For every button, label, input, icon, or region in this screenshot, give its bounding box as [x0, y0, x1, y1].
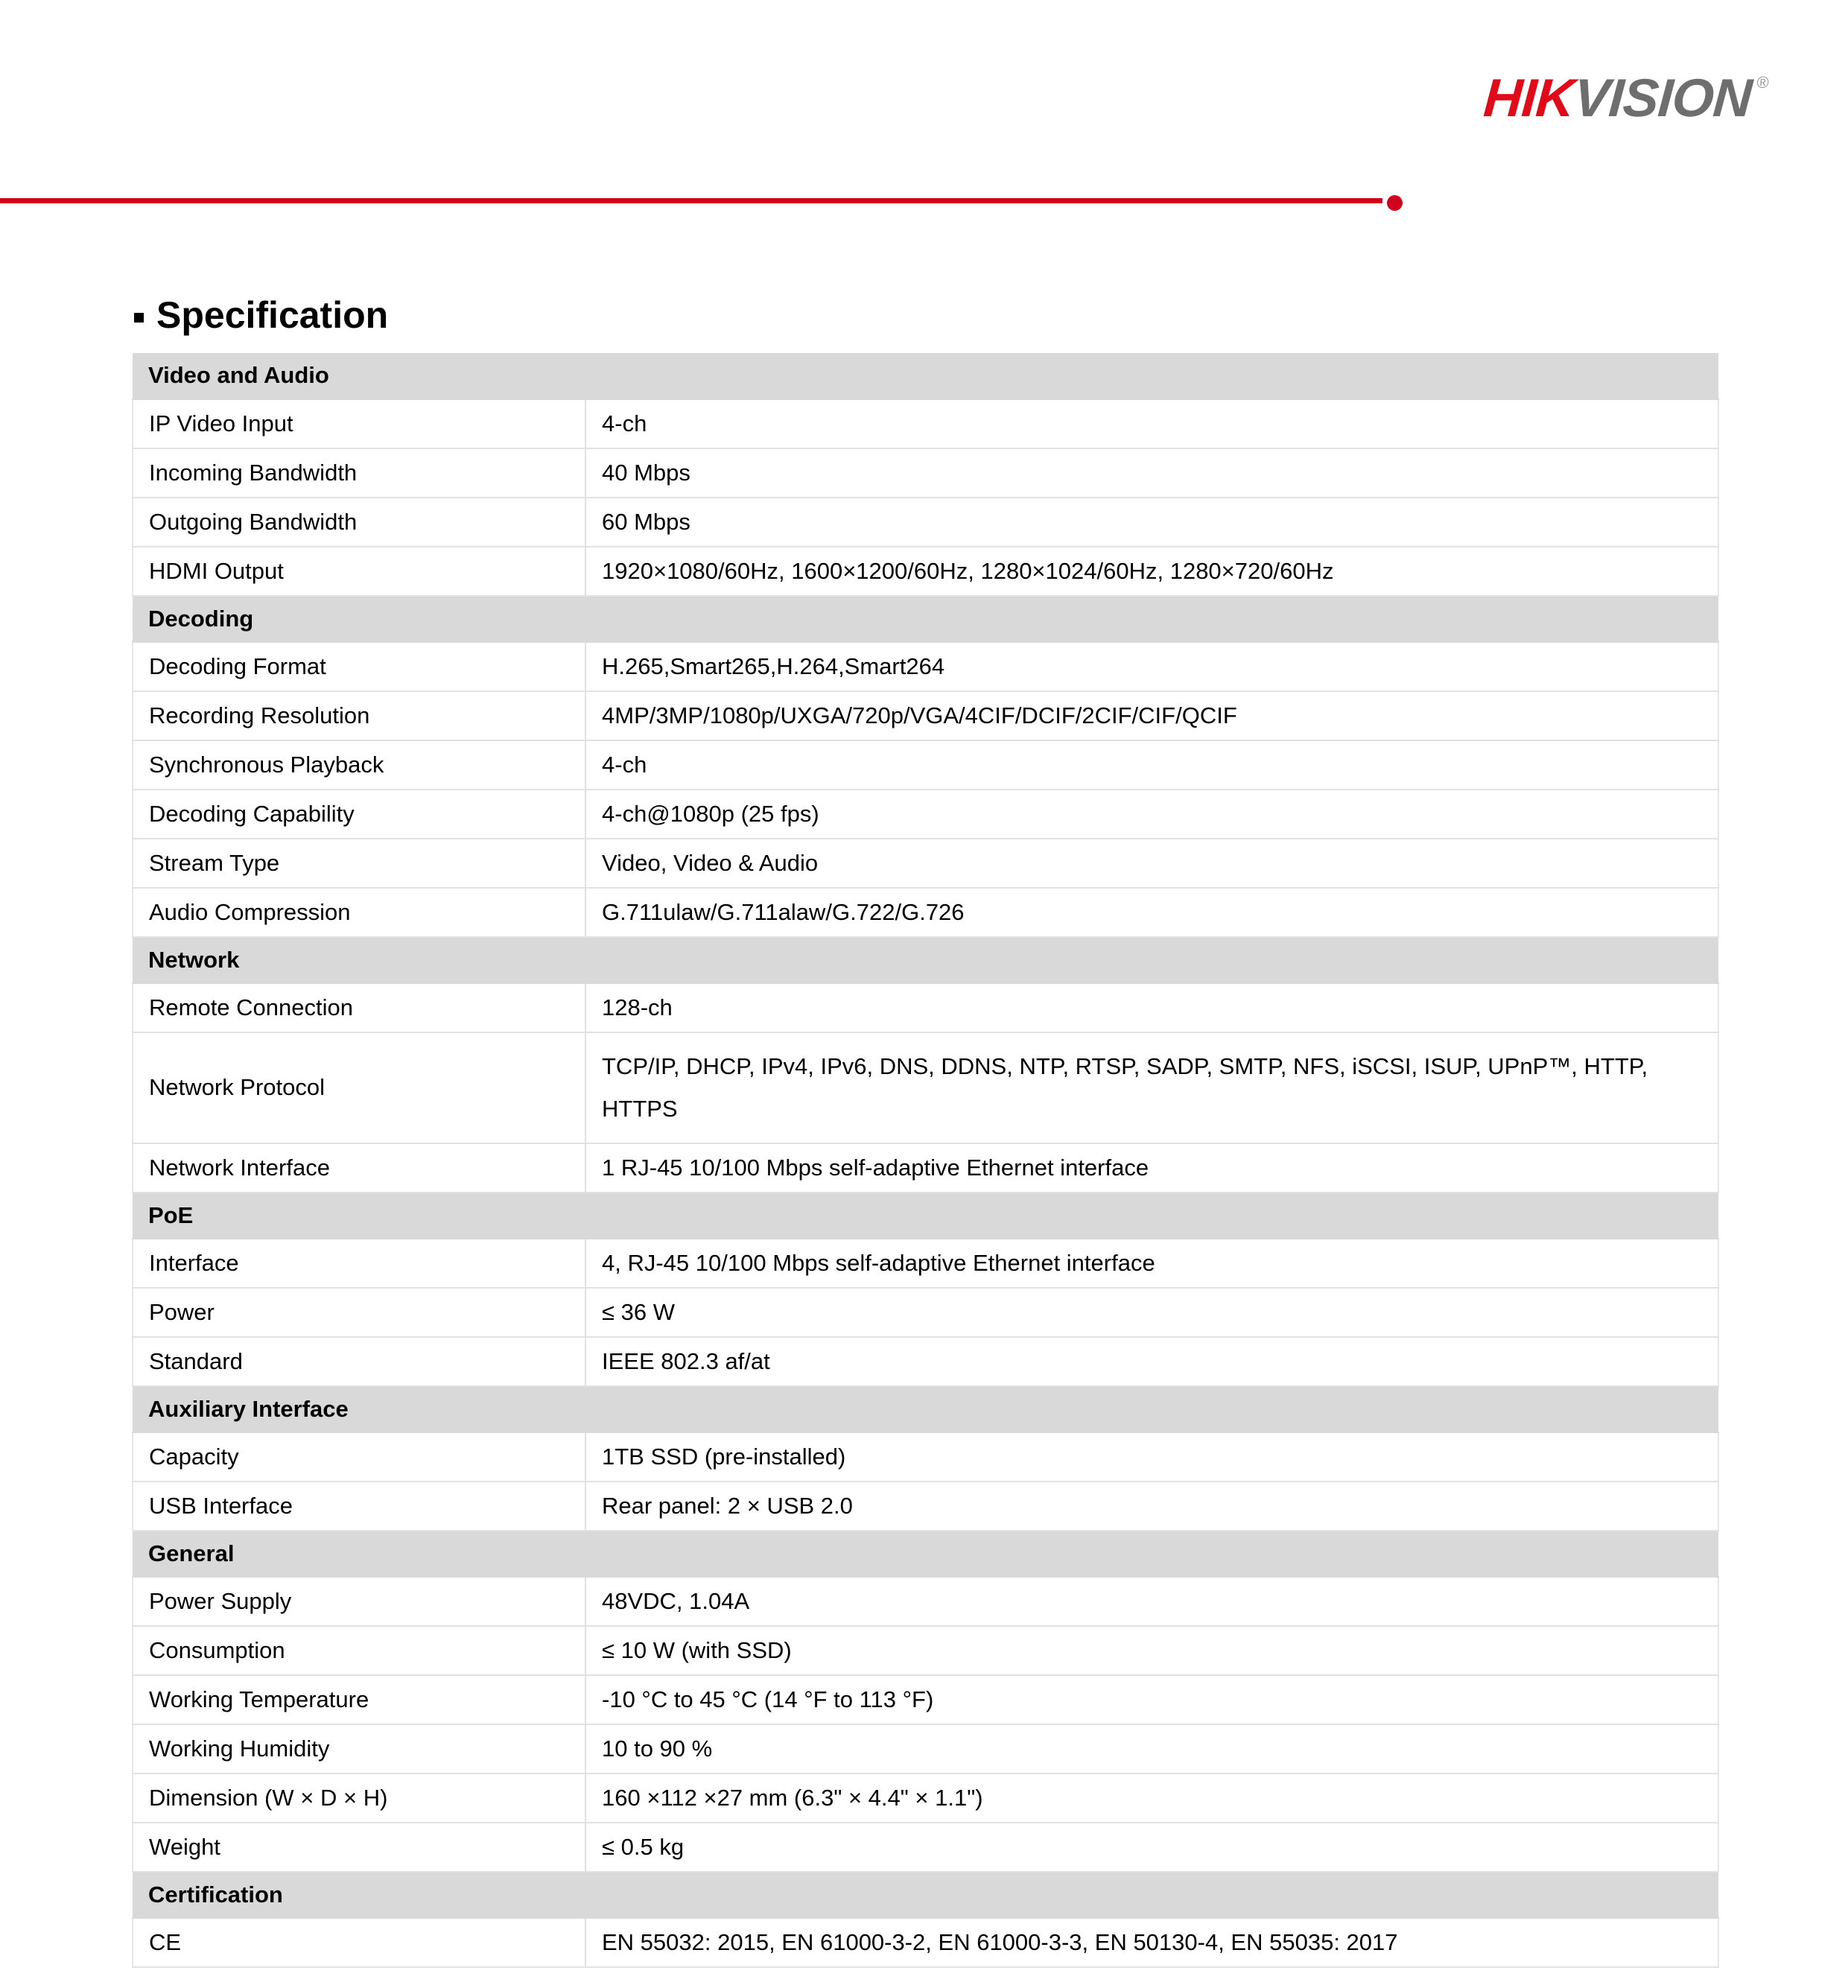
page-title-text: Specification [156, 294, 389, 336]
spec-value: 1 RJ-45 10/100 Mbps self-adaptive Ethernet interface [585, 1143, 1718, 1193]
spec-name: CE [133, 1918, 585, 1967]
table-row [133, 1432, 1718, 1482]
spec-name: Working Humidity [133, 1724, 585, 1773]
table-row [133, 1032, 1718, 1143]
spec-value: 1TB SSD (pre-installed) [585, 1432, 1718, 1482]
table-section-title: Certification [133, 1872, 1718, 1918]
table-section-header [133, 1872, 1718, 1918]
spec-value: ≤ 36 W [585, 1288, 1718, 1337]
spec-value: H.265,Smart265,H.264,Smart264 [585, 642, 1718, 691]
spec-name: Standard [133, 1337, 585, 1386]
table-row [133, 547, 1718, 596]
spec-name: Capacity [133, 1432, 585, 1482]
table-section-title: Video and Audio [133, 353, 1718, 399]
spec-name: Audio Compression [133, 888, 585, 937]
table-row [133, 1823, 1718, 1872]
table-row [133, 399, 1718, 448]
spec-name: Network Interface [133, 1143, 585, 1193]
spec-name: Network Protocol [133, 1032, 585, 1143]
spec-value: 60 Mbps [585, 498, 1718, 547]
spec-value: 48VDC, 1.04A [585, 1577, 1718, 1626]
logo-text-hik: HIK [1481, 69, 1576, 128]
spec-name: Incoming Bandwidth [133, 448, 585, 498]
spec-value: Video, Video & Audio [585, 839, 1718, 888]
spec-value: G.711ulaw/G.711alaw/G.722/G.726 [585, 888, 1718, 937]
page-title [134, 296, 388, 334]
table-row [133, 1239, 1718, 1288]
spec-value: IEEE 802.3 af/at [585, 1337, 1718, 1386]
table-section-header [133, 1193, 1718, 1239]
table-section-title: Decoding [133, 596, 1718, 642]
spec-value: 4-ch [585, 740, 1718, 790]
spec-value: 128-ch [585, 983, 1718, 1032]
spec-name: Outgoing Bandwidth [133, 498, 585, 547]
spec-value: ≤ 10 W (with SSD) [585, 1626, 1718, 1675]
hikvision-logo [1481, 69, 1770, 128]
table-row [133, 1626, 1718, 1675]
spec-name: Remote Connection [133, 983, 585, 1032]
spec-name: Decoding Capability [133, 790, 585, 839]
spec-name: Synchronous Playback [133, 740, 585, 790]
specification-table [132, 353, 1719, 1968]
table-section-title: Network [133, 937, 1718, 983]
spec-value: 4-ch [585, 399, 1718, 448]
table-row [133, 1724, 1718, 1773]
spec-value: Rear panel: 2 × USB 2.0 [585, 1482, 1718, 1531]
spec-name: IP Video Input [133, 399, 585, 448]
table-row [133, 790, 1718, 839]
table-section-title: General [133, 1531, 1718, 1577]
spec-name: Interface [133, 1239, 585, 1288]
table-row [133, 839, 1718, 888]
table-row [133, 1288, 1718, 1337]
table-row [133, 1482, 1718, 1531]
logo-text-vision: VISION [1571, 69, 1753, 128]
spec-value: TCP/IP, DHCP, IPv4, IPv6, DNS, DDNS, NTP, RTSP, SADP, SMTP, NFS, iSCSI, ISUP, UPnP™, HTTP, HTTPS [585, 1032, 1718, 1143]
spec-value: 4MP/3MP/1080p/UXGA/720p/VGA/4CIF/DCIF/2CIF/CIF/QCIF [585, 691, 1718, 740]
table-section-header [133, 353, 1718, 399]
table-row [133, 740, 1718, 790]
table-row [133, 1675, 1718, 1724]
specification-table-body [133, 353, 1718, 1967]
spec-name: Dimension (W × D × H) [133, 1773, 585, 1823]
spec-value: 40 Mbps [585, 448, 1718, 498]
spec-value: 4, RJ-45 10/100 Mbps self-adaptive Ethernet interface [585, 1239, 1718, 1288]
table-row [133, 1337, 1718, 1386]
spec-value: 160 ×112 ×27 mm (6.3" × 4.4" × 1.1") [585, 1773, 1718, 1823]
table-section-header [133, 937, 1718, 983]
table-row [133, 1918, 1718, 1967]
spec-value: 4-ch@1080p (25 fps) [585, 790, 1718, 839]
table-section-title: Auxiliary Interface [133, 1386, 1718, 1432]
spec-name: Consumption [133, 1626, 585, 1675]
table-section-header [133, 1531, 1718, 1577]
spec-name: Decoding Format [133, 642, 585, 691]
header-divider-dot-icon [1387, 195, 1403, 211]
table-row [133, 1143, 1718, 1193]
spec-name: Recording Resolution [133, 691, 585, 740]
table-row [133, 888, 1718, 937]
spec-name: HDMI Output [133, 547, 585, 596]
table-section-header [133, 1386, 1718, 1432]
table-row [133, 983, 1718, 1032]
spec-value: 1920×1080/60Hz, 1600×1200/60Hz, 1280×1024/60Hz, 1280×720/60Hz [585, 547, 1718, 596]
table-row [133, 1577, 1718, 1626]
spec-name: Weight [133, 1823, 585, 1872]
spec-name: Stream Type [133, 839, 585, 888]
header-divider-line [0, 198, 1382, 203]
spec-value: ≤ 0.5 kg [585, 1823, 1718, 1872]
spec-name: Working Temperature [133, 1675, 585, 1724]
spec-value: -10 °C to 45 °C (14 °F to 113 °F) [585, 1675, 1718, 1724]
table-row [133, 1773, 1718, 1823]
table-row [133, 642, 1718, 691]
spec-value: EN 55032: 2015, EN 61000-3-2, EN 61000-3-3, EN 50130-4, EN 55035: 2017 [585, 1918, 1718, 1967]
table-section-header [133, 596, 1718, 642]
spec-name: USB Interface [133, 1482, 585, 1531]
registered-trademark-icon: ® [1756, 73, 1770, 92]
header-divider [0, 195, 1848, 210]
square-bullet-icon [134, 313, 144, 323]
table-row [133, 498, 1718, 547]
table-section-title: PoE [133, 1193, 1718, 1239]
table-row [133, 448, 1718, 498]
spec-value: 10 to 90 % [585, 1724, 1718, 1773]
table-row [133, 691, 1718, 740]
spec-name: Power [133, 1288, 585, 1337]
spec-name: Power Supply [133, 1577, 585, 1626]
